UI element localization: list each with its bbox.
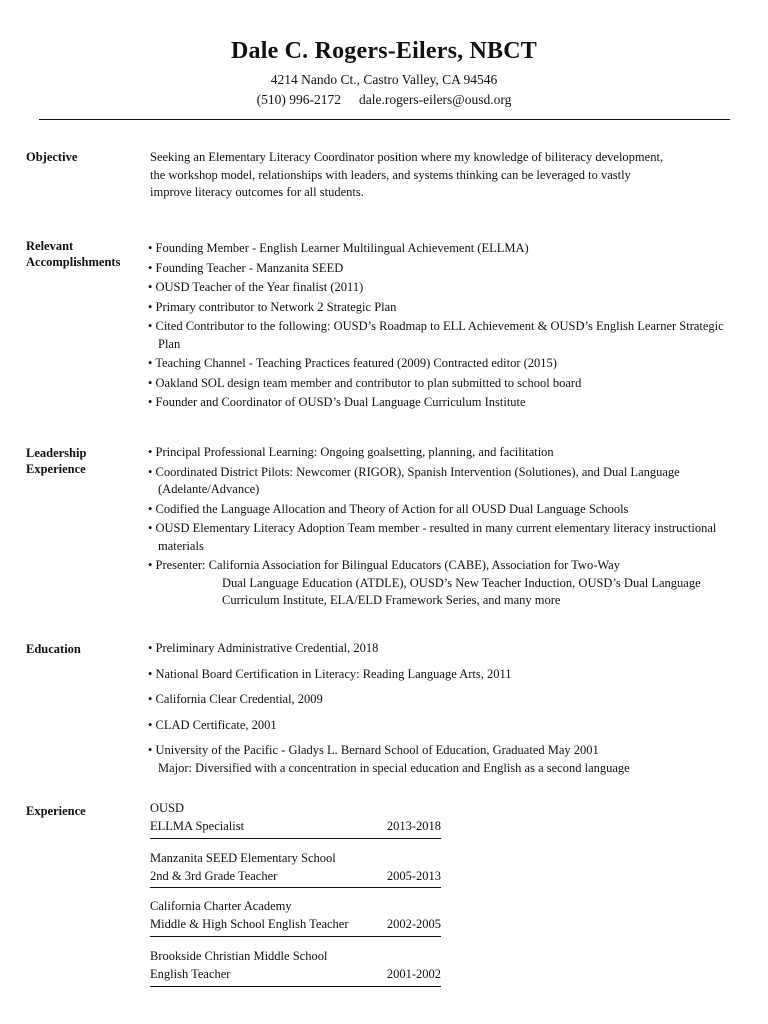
job-entry xyxy=(150,948,441,983)
email[interactable]: dale.rogers-eilers@ousd.org xyxy=(358,92,512,107)
objective-text xyxy=(150,149,725,202)
presenter-body: Dual Language Education (ATDLE), OUSD’s New Teacher Induction, OUSD’s Dual Language Curriculum Institute, ELA/ELD Framework Series, and many more xyxy=(222,575,701,607)
resume-name: Dale C. Rogers-Eilers, NBCT xyxy=(230,38,538,64)
presenter-head: • Presenter: California Association for Bilingual Educators (CABE), Association for Two-Way xyxy=(148,558,620,572)
list-item: • Teaching Channel - Teaching Practices featured (2009) Contracted editor (2015) xyxy=(148,356,557,370)
accomplishments-label xyxy=(26,238,120,270)
job-divider xyxy=(150,936,441,937)
job-org: Manzanita SEED Elementary School xyxy=(150,851,336,865)
label-line: Experience xyxy=(26,462,86,476)
job-years: 2005-2013 xyxy=(386,868,441,883)
leadership-label xyxy=(26,445,86,477)
list-item: • Cited Contributor to the following: OUSD’s Roadmap to ELL Achievement & OUSD’s English Learner Strategic Plan xyxy=(148,319,724,351)
job-org: Brookside Christian Middle School xyxy=(150,949,328,963)
list-item: • Primary contributor to Network 2 Strategic Plan xyxy=(148,299,397,314)
list-item-line: Major: Diversified with a concentration in special education and English as a second language xyxy=(158,760,630,775)
education-list xyxy=(148,640,738,785)
job-entry xyxy=(150,800,441,835)
job-entry xyxy=(150,898,441,933)
list-item: • California Clear Credential, 2009 xyxy=(148,692,323,706)
leadership-list xyxy=(148,444,738,612)
job-years: 2001-2002 xyxy=(386,966,441,981)
job-role: 2nd & 3rd Grade Teacher xyxy=(150,868,278,883)
list-item: • Oakland SOL design team member and contributor to plan submitted to school board xyxy=(148,375,582,390)
phone: (510) 996-2172 xyxy=(256,92,341,107)
job-divider xyxy=(150,838,441,839)
job-divider xyxy=(150,887,441,888)
presenter-item xyxy=(148,557,738,610)
header-divider xyxy=(39,119,730,120)
list-item xyxy=(148,742,738,777)
list-item: • Coordinated District Pilots: Newcomer (RIGOR), Spanish Intervention (Solutiones), and Dual Language (Adelante/Advance) xyxy=(148,464,680,496)
education-label: Education xyxy=(26,642,81,656)
list-item: • CLAD Certificate, 2001 xyxy=(148,717,277,732)
objective-label: Objective xyxy=(26,150,78,164)
job-role: ELLMA Specialist xyxy=(150,818,245,833)
label-line: Leadership xyxy=(26,446,87,460)
job-role: Middle & High School English Teacher xyxy=(150,916,349,931)
list-item: • OUSD Teacher of the Year finalist (2011) xyxy=(148,280,364,294)
list-item: • Founding Teacher - Manzanita SEED xyxy=(148,260,344,275)
label-line: Accomplishments xyxy=(26,255,121,269)
address: 4214 Nando Ct., Castro Valley, CA 94546 xyxy=(270,72,498,87)
objective-line: Seeking an Elementary Literacy Coordinator position where my knowledge of biliteracy development, xyxy=(150,150,664,164)
objective-line: the workshop model, relationships with leaders, and systems thinking can be leveraged to vastly xyxy=(150,167,631,182)
job-divider xyxy=(150,986,441,987)
accomplishments-list xyxy=(148,240,738,414)
contact-line xyxy=(0,92,768,108)
list-item: • Founding Member - English Learner Multilingual Achievement (ELLMA) xyxy=(148,241,529,255)
experience-label: Experience xyxy=(26,804,86,818)
list-item: • National Board Certification in Literacy: Reading Language Arts, 2011 xyxy=(148,666,512,681)
job-org: OUSD xyxy=(150,801,185,815)
list-item-line: • University of the Pacific - Gladys L. Bernard School of Education, Graduated May 2001 xyxy=(148,743,599,757)
list-item: • Codified the Language Allocation and Theory of Action for all OUSD Dual Language Schools xyxy=(148,501,629,516)
objective-line: improve literacy outcomes for all students. xyxy=(150,185,364,199)
job-years: 2013-2018 xyxy=(386,818,441,833)
job-role: English Teacher xyxy=(150,966,231,981)
job-org: California Charter Academy xyxy=(150,899,292,913)
job-entry xyxy=(150,850,441,885)
job-years: 2002-2005 xyxy=(386,916,441,931)
list-item: • Founder and Coordinator of OUSD’s Dual Language Curriculum Institute xyxy=(148,395,526,409)
list-item: • Principal Professional Learning: Ongoing goalsetting, planning, and facilitation xyxy=(148,445,554,459)
address-line xyxy=(0,72,768,88)
label-line: Relevant xyxy=(26,239,74,253)
list-item: • Preliminary Administrative Credential, 2018 xyxy=(148,641,379,655)
list-item: • OUSD Elementary Literacy Adoption Team member - resulted in many current elementary literacy instructional materials xyxy=(148,521,717,553)
